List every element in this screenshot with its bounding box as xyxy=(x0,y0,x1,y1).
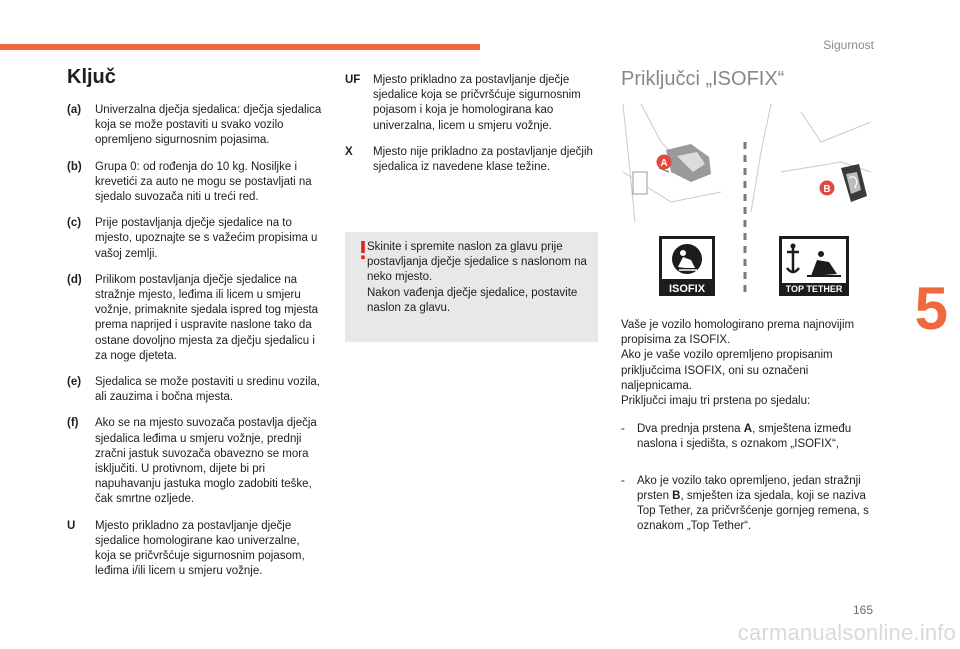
key-code: U xyxy=(67,519,76,532)
key-item-a xyxy=(67,103,322,149)
key-code: (b) xyxy=(67,160,82,173)
key-item-b xyxy=(67,160,322,206)
key-code: (c) xyxy=(67,217,82,230)
key-code: (a) xyxy=(67,104,82,116)
bullet-dash: - xyxy=(621,423,625,436)
isofix-heading: Priključci „ISOFIX“ xyxy=(621,68,785,90)
marker-a-label: A xyxy=(660,158,668,169)
marker-b-label: B xyxy=(823,184,831,195)
isofix-description xyxy=(621,318,881,534)
key-text: Univerzalna dječja sjedalica: dječja sjedalica koja se može postaviti u svako vozilo opremljeno sigurnosnim pojasima. xyxy=(95,104,322,147)
page-number: 165 xyxy=(852,603,873,617)
bullet-text-post: , smještena između naslona i sjedišta, s oznakom „ISOFIX“, xyxy=(637,423,852,451)
isofix-bullet-rear-ring xyxy=(621,474,881,535)
warning-text xyxy=(367,240,592,316)
isofix-label-icon xyxy=(659,236,715,296)
bullet-text-bold: A xyxy=(743,423,753,436)
key-code: (e) xyxy=(67,376,82,389)
warning-line-2: Nakon vađenja dječje sjedalice, postavite naslon za glavu. xyxy=(367,286,578,314)
header-accent-bar xyxy=(0,44,480,50)
key-text: Mjesto prikladno za postavljanje dječje sjedalice homologirane kao univerzalne, koja se pričvršćuje sigurnosnim pojasom, leđima i/ili licem u smjeru vožnje. xyxy=(95,519,305,578)
key-text: Grupa 0: od rođenja do 10 kg. Nosiljke i krevetići za auto ne mogu se postavljati na sjedalo suvozača niti u treći red. xyxy=(95,160,312,204)
top-tether-label-text: TOP TETHER xyxy=(785,284,843,294)
key-text: Sjedalica se može postaviti u sredinu vozila, ali zauzima i bočna mjesta. xyxy=(95,376,321,404)
key-item-u xyxy=(67,519,322,580)
key-text: Mjesto prikladno za postavljanje dječje sjedalice koja se pričvršćuje sigurnosnim pojasom i koja je homologirana kao univerzalna, licem u smjeru vožnje. xyxy=(373,74,581,132)
isofix-bullet-front-rings xyxy=(621,422,881,452)
isofix-intro-3: Priključci imaju tri prstena po sjedalu: xyxy=(621,395,811,408)
section-title: Sigurnost xyxy=(823,38,874,52)
key-code: X xyxy=(345,145,353,158)
warning-box xyxy=(345,232,598,342)
key-list-left xyxy=(67,103,322,590)
bullet-text-post: , smješten iza sjedala, koji se naziva Top Tether, za pričvršćenje gornjeg remena, s oznakom „Top Tether“. xyxy=(637,489,869,533)
isofix-illustration xyxy=(621,102,873,298)
key-text: Prilikom postavljanja dječje sjedalice na stražnje mjesto, leđima ili licem u smjeru vožnje, primaknite sjedala ispred tog mjesta prema naprijed i uspravite naslone tako da ostane dovoljno mjesta za dječju sjedalicu i za noge djeteta. xyxy=(95,273,319,362)
bullet-text-pre: Ako je vozilo tako opremljeno, jedan stražnji prsten xyxy=(637,474,861,502)
isofix-intro-1: Vaše je vozilo homologirano prema najnovijim propisima za ISOFIX. xyxy=(621,319,855,347)
key-heading: Ključ xyxy=(67,66,116,88)
key-text: Prije postavljanja dječje sjedalice na to mjesto, upoznajte se s važećim propisima u vašoj zemlji. xyxy=(95,217,318,260)
isofix-intro-2: Ako je vaše vozilo opremljeno propisanim priključcima ISOFIX, oni su označeni naljepnicama. xyxy=(621,349,833,392)
key-item-f xyxy=(67,416,322,507)
key-code: (f) xyxy=(67,417,79,430)
warning-line-1: Skinite i spremite naslon za glavu prije postavljanja dječje sjedalice s naslonom na neko mjesto. xyxy=(367,241,587,284)
key-code: (d) xyxy=(67,273,82,286)
key-item-e xyxy=(67,375,322,405)
chapter-number: 5 xyxy=(914,275,948,342)
key-item-uf xyxy=(345,73,600,134)
key-text: Mjesto nije prikladno za postavljanje dječjih sjedalica iz navedene klase težine. xyxy=(373,145,593,174)
bullet-text-bold: B xyxy=(672,489,681,502)
key-item-d xyxy=(67,273,322,364)
bullet-text-pre: Dva prednja prstena xyxy=(637,423,744,436)
key-item-c xyxy=(67,216,322,262)
key-text: Ako se na mjesto suvozača postavlja dječja sjedalica leđima u smjeru vožnje, prednji zračni jastuk suvozača obavezno se mora isključiti. U protivnom, dijete bi pri napuhavanju jastuka moglo zadobiti teške, čak smrtne ozljede. xyxy=(95,417,317,506)
watermark: carmanualsonline.info xyxy=(737,620,956,645)
key-item-x xyxy=(345,145,600,175)
isofix-label-text: ISOFIX xyxy=(668,283,706,295)
key-code: UF xyxy=(345,74,361,86)
anchor-cap xyxy=(633,172,647,194)
key-list-middle xyxy=(345,73,600,186)
bullet-dash: - xyxy=(621,474,625,487)
top-tether-label-icon xyxy=(779,236,849,296)
